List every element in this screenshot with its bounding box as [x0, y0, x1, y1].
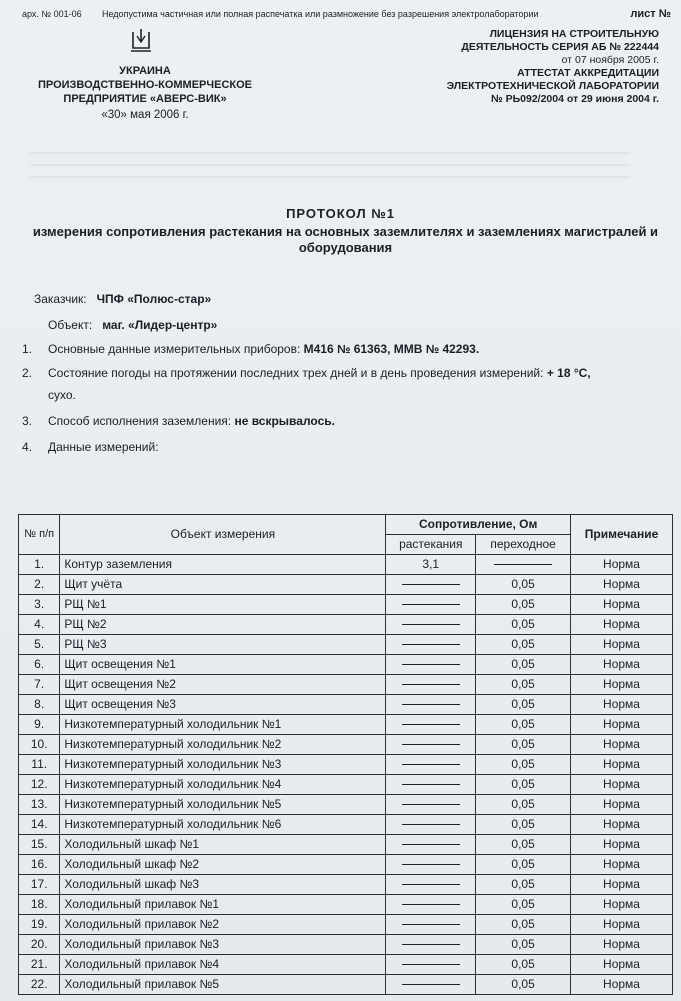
row-note: Норма: [571, 575, 673, 595]
dash-mark: [494, 564, 552, 565]
row-note: Норма: [571, 895, 673, 915]
row-spread: [386, 635, 476, 655]
list-item: [22, 362, 662, 406]
dash-mark: [402, 704, 460, 705]
row-object: РЩ №2: [60, 615, 386, 635]
table-row: [19, 775, 673, 795]
row-note: Норма: [571, 955, 673, 975]
row-spread: [386, 855, 476, 875]
row-transition: 0,05: [476, 615, 571, 635]
row-note: Норма: [571, 815, 673, 835]
header-spread: растекания: [386, 535, 476, 555]
row-note: Норма: [571, 935, 673, 955]
row-number: 16.: [19, 855, 60, 875]
copy-warning: Недопустима частичная или полная распечатка или размножение без разрешения электролаборатории: [102, 9, 539, 19]
row-note: Норма: [571, 975, 673, 995]
table-row: [19, 895, 673, 915]
company-line: ПРОИЗВОДСТВЕННО-КОММЕРЧЕСКОЕ: [37, 79, 253, 91]
row-transition: 0,05: [476, 815, 571, 835]
row-note: Норма: [571, 635, 673, 655]
dash-mark: [402, 604, 460, 605]
row-object: Холодильный шкаф №3: [60, 875, 386, 895]
row-spread: [386, 595, 476, 615]
row-object: Холодильный прилавок №1: [60, 895, 386, 915]
row-object: РЩ №3: [60, 635, 386, 655]
table-row: [19, 695, 673, 715]
object-value: маг. «Лидер-центр»: [102, 318, 218, 332]
table-row: [19, 875, 673, 895]
row-object: Щит учёта: [60, 575, 386, 595]
item-text: Данные измерений:: [48, 440, 159, 454]
row-transition: 0,05: [476, 955, 571, 975]
table-body: [19, 555, 673, 995]
row-number: 1.: [19, 555, 60, 575]
row-spread: [386, 775, 476, 795]
table-row: [19, 615, 673, 635]
row-spread: [386, 795, 476, 815]
row-note: Норма: [571, 775, 673, 795]
header-transition: переходное: [476, 535, 571, 555]
row-object: Холодильный шкаф №1: [60, 835, 386, 855]
row-number: 17.: [19, 875, 60, 895]
row-note: Норма: [571, 735, 673, 755]
table-row: [19, 835, 673, 855]
table-row: [19, 575, 673, 595]
row-spread: [386, 915, 476, 935]
dash-mark: [402, 744, 460, 745]
top-line: [22, 8, 671, 20]
license-line: АТТЕСТАТ АККРЕДИТАЦИИ: [517, 67, 659, 79]
license-block: [419, 28, 659, 106]
row-spread: [386, 975, 476, 995]
bleed-through-text: [30, 150, 630, 178]
row-number: 20.: [19, 935, 60, 955]
row-object: Холодильный прилавок №2: [60, 915, 386, 935]
row-note: Норма: [571, 875, 673, 895]
row-number: 5.: [19, 635, 60, 655]
item-text: Основные данные измерительных приборов:: [48, 342, 301, 356]
row-number: 10.: [19, 735, 60, 755]
measurements-table: [18, 514, 673, 995]
item-continuation: сухо.: [48, 388, 76, 402]
table-row: [19, 655, 673, 675]
row-object: Холодильный шкаф №2: [60, 855, 386, 875]
table-row: [19, 635, 673, 655]
row-note: Норма: [571, 755, 673, 775]
object-field: [48, 318, 217, 332]
row-transition: 0,05: [476, 915, 571, 935]
dash-mark: [402, 644, 460, 645]
archive-number: арх. № 001-06: [22, 9, 82, 19]
row-number: 14.: [19, 815, 60, 835]
dash-mark: [402, 764, 460, 765]
item-number: 4.: [22, 440, 33, 454]
row-number: 15.: [19, 835, 60, 855]
row-transition: 0,05: [476, 775, 571, 795]
row-note: Норма: [571, 615, 673, 635]
row-number: 18.: [19, 895, 60, 915]
list-item: [22, 410, 662, 432]
customer-field: [34, 292, 211, 306]
row-transition: 0,05: [476, 855, 571, 875]
row-note: Норма: [571, 675, 673, 695]
protocol-title: ПРОТОКОЛ №1: [286, 206, 395, 221]
table-row: [19, 915, 673, 935]
item-number: 1.: [22, 342, 33, 356]
row-spread: [386, 655, 476, 675]
dash-mark: [402, 964, 460, 965]
row-object: Щит освещения №1: [60, 655, 386, 675]
dash-mark: [402, 584, 460, 585]
row-transition: 0,05: [476, 655, 571, 675]
table-row: [19, 975, 673, 995]
row-spread: [386, 575, 476, 595]
dash-mark: [402, 784, 460, 785]
row-object: Низкотемпературный холодильник №3: [60, 755, 386, 775]
row-number: 4.: [19, 615, 60, 635]
dash-mark: [402, 864, 460, 865]
item-text: Способ исполнения заземления:: [48, 414, 232, 428]
row-number: 22.: [19, 975, 60, 995]
license-line: № РЬ092/2004 от 29 июня 2004 г.: [490, 93, 659, 105]
row-note: Норма: [571, 915, 673, 935]
row-transition: 0,05: [476, 795, 571, 815]
list-item: [22, 436, 662, 458]
header-note: Примечание: [571, 515, 673, 555]
row-spread: 3,1: [386, 555, 476, 575]
sheet-number: лист №: [630, 8, 671, 20]
row-note: Норма: [571, 555, 673, 575]
row-number: 7.: [19, 675, 60, 695]
row-transition: 0,05: [476, 975, 571, 995]
protocol-subtitle: измерения сопротивления растекания на основных заземлителях и заземлениях магистралей и оборудования: [32, 224, 659, 255]
row-transition: 0,05: [476, 755, 571, 775]
dash-mark: [402, 984, 460, 985]
item-value: М416 № 61363, ММВ № 42293.: [303, 342, 480, 356]
dash-mark: [402, 824, 460, 825]
table-row: [19, 815, 673, 835]
item-value: не вскрывалось.: [234, 414, 335, 428]
row-object: Холодильный прилавок №4: [60, 955, 386, 975]
table-row: [19, 955, 673, 975]
header-number: № п/п: [19, 515, 60, 555]
dash-mark: [402, 904, 460, 905]
object-label: Объект:: [48, 318, 93, 332]
dash-mark: [402, 724, 460, 725]
table-row: [19, 795, 673, 815]
item-text: Состояние погоды на протяжении последних трех дней и в день проведения измерений:: [48, 366, 544, 380]
dash-mark: [402, 944, 460, 945]
row-spread: [386, 895, 476, 915]
row-spread: [386, 715, 476, 735]
row-spread: [386, 675, 476, 695]
row-object: Низкотемпературный холодильник №6: [60, 815, 386, 835]
table-row: [19, 755, 673, 775]
dash-mark: [402, 924, 460, 925]
license-line: ДЕЯТЕЛЬНОСТЬ СЕРИЯ АБ № 222444: [461, 41, 659, 53]
header-resistance: Сопротивление, Ом: [386, 515, 571, 535]
row-object: Низкотемпературный холодильник №2: [60, 735, 386, 755]
row-transition: 0,05: [476, 835, 571, 855]
license-line: от 07 ноября 2005 г.: [561, 54, 659, 66]
dash-mark: [402, 804, 460, 805]
row-note: Норма: [571, 655, 673, 675]
row-transition: 0,05: [476, 715, 571, 735]
company-block: [30, 64, 260, 122]
row-number: 11.: [19, 755, 60, 775]
row-transition: 0,05: [476, 895, 571, 915]
row-number: 21.: [19, 955, 60, 975]
row-object: Холодильный прилавок №3: [60, 935, 386, 955]
row-transition: 0,05: [476, 735, 571, 755]
company-logo-icon: [130, 28, 152, 54]
header-object: Объект измерения: [60, 515, 386, 555]
customer-label: Заказчик:: [34, 292, 87, 306]
row-number: 19.: [19, 915, 60, 935]
row-spread: [386, 875, 476, 895]
row-spread: [386, 695, 476, 715]
row-note: Норма: [571, 855, 673, 875]
row-transition: 0,05: [476, 695, 571, 715]
row-spread: [386, 735, 476, 755]
dash-mark: [402, 684, 460, 685]
row-number: 2.: [19, 575, 60, 595]
row-object: Контур заземления: [60, 555, 386, 575]
row-note: Норма: [571, 795, 673, 815]
row-spread: [386, 955, 476, 975]
table-row: [19, 715, 673, 735]
table-row: [19, 855, 673, 875]
company-line: ПРЕДПРИЯТИЕ «АВЕРС-ВИК»: [63, 93, 227, 105]
row-number: 13.: [19, 795, 60, 815]
row-spread: [386, 815, 476, 835]
row-number: 6.: [19, 655, 60, 675]
table-row: [19, 595, 673, 615]
row-spread: [386, 755, 476, 775]
row-transition: 0,05: [476, 595, 571, 615]
dash-mark: [402, 624, 460, 625]
license-line: ЛИЦЕНЗИЯ НА СТРОИТЕЛЬНУЮ: [489, 28, 659, 40]
row-note: Норма: [571, 715, 673, 735]
table-row: [19, 935, 673, 955]
row-transition: 0,05: [476, 935, 571, 955]
table-row: [19, 675, 673, 695]
row-object: РЩ №1: [60, 595, 386, 615]
row-transition: 0,05: [476, 575, 571, 595]
row-object: Щит освещения №2: [60, 675, 386, 695]
row-object: Низкотемпературный холодильник №1: [60, 715, 386, 735]
dash-mark: [402, 664, 460, 665]
license-line: ЭЛЕКТРОТЕХНИЧЕСКОЙ ЛАБОРАТОРИИ: [446, 80, 659, 92]
document-date: «30» мая 2006 г.: [101, 109, 189, 121]
row-number: 9.: [19, 715, 60, 735]
dash-mark: [402, 844, 460, 845]
row-object: Низкотемпературный холодильник №5: [60, 795, 386, 815]
row-spread: [386, 835, 476, 855]
list-item: [22, 338, 662, 360]
table-row: [19, 555, 673, 575]
table-row: [19, 735, 673, 755]
customer-value: ЧПФ «Полюс-стар»: [96, 292, 212, 306]
row-object: Низкотемпературный холодильник №4: [60, 775, 386, 795]
row-transition: 0,05: [476, 635, 571, 655]
company-line: УКРАИНА: [119, 65, 171, 77]
row-note: Норма: [571, 835, 673, 855]
row-number: 12.: [19, 775, 60, 795]
item-number: 3.: [22, 414, 33, 428]
row-spread: [386, 935, 476, 955]
item-value: + 18 °С,: [546, 366, 591, 380]
row-spread: [386, 615, 476, 635]
row-note: Норма: [571, 595, 673, 615]
row-object: Холодильный прилавок №5: [60, 975, 386, 995]
row-transition: [476, 555, 571, 575]
row-number: 3.: [19, 595, 60, 615]
row-transition: 0,05: [476, 875, 571, 895]
row-number: 8.: [19, 695, 60, 715]
row-transition: 0,05: [476, 675, 571, 695]
dash-mark: [402, 884, 460, 885]
item-number: 2.: [22, 366, 33, 380]
row-object: Щит освещения №3: [60, 695, 386, 715]
row-note: Норма: [571, 695, 673, 715]
